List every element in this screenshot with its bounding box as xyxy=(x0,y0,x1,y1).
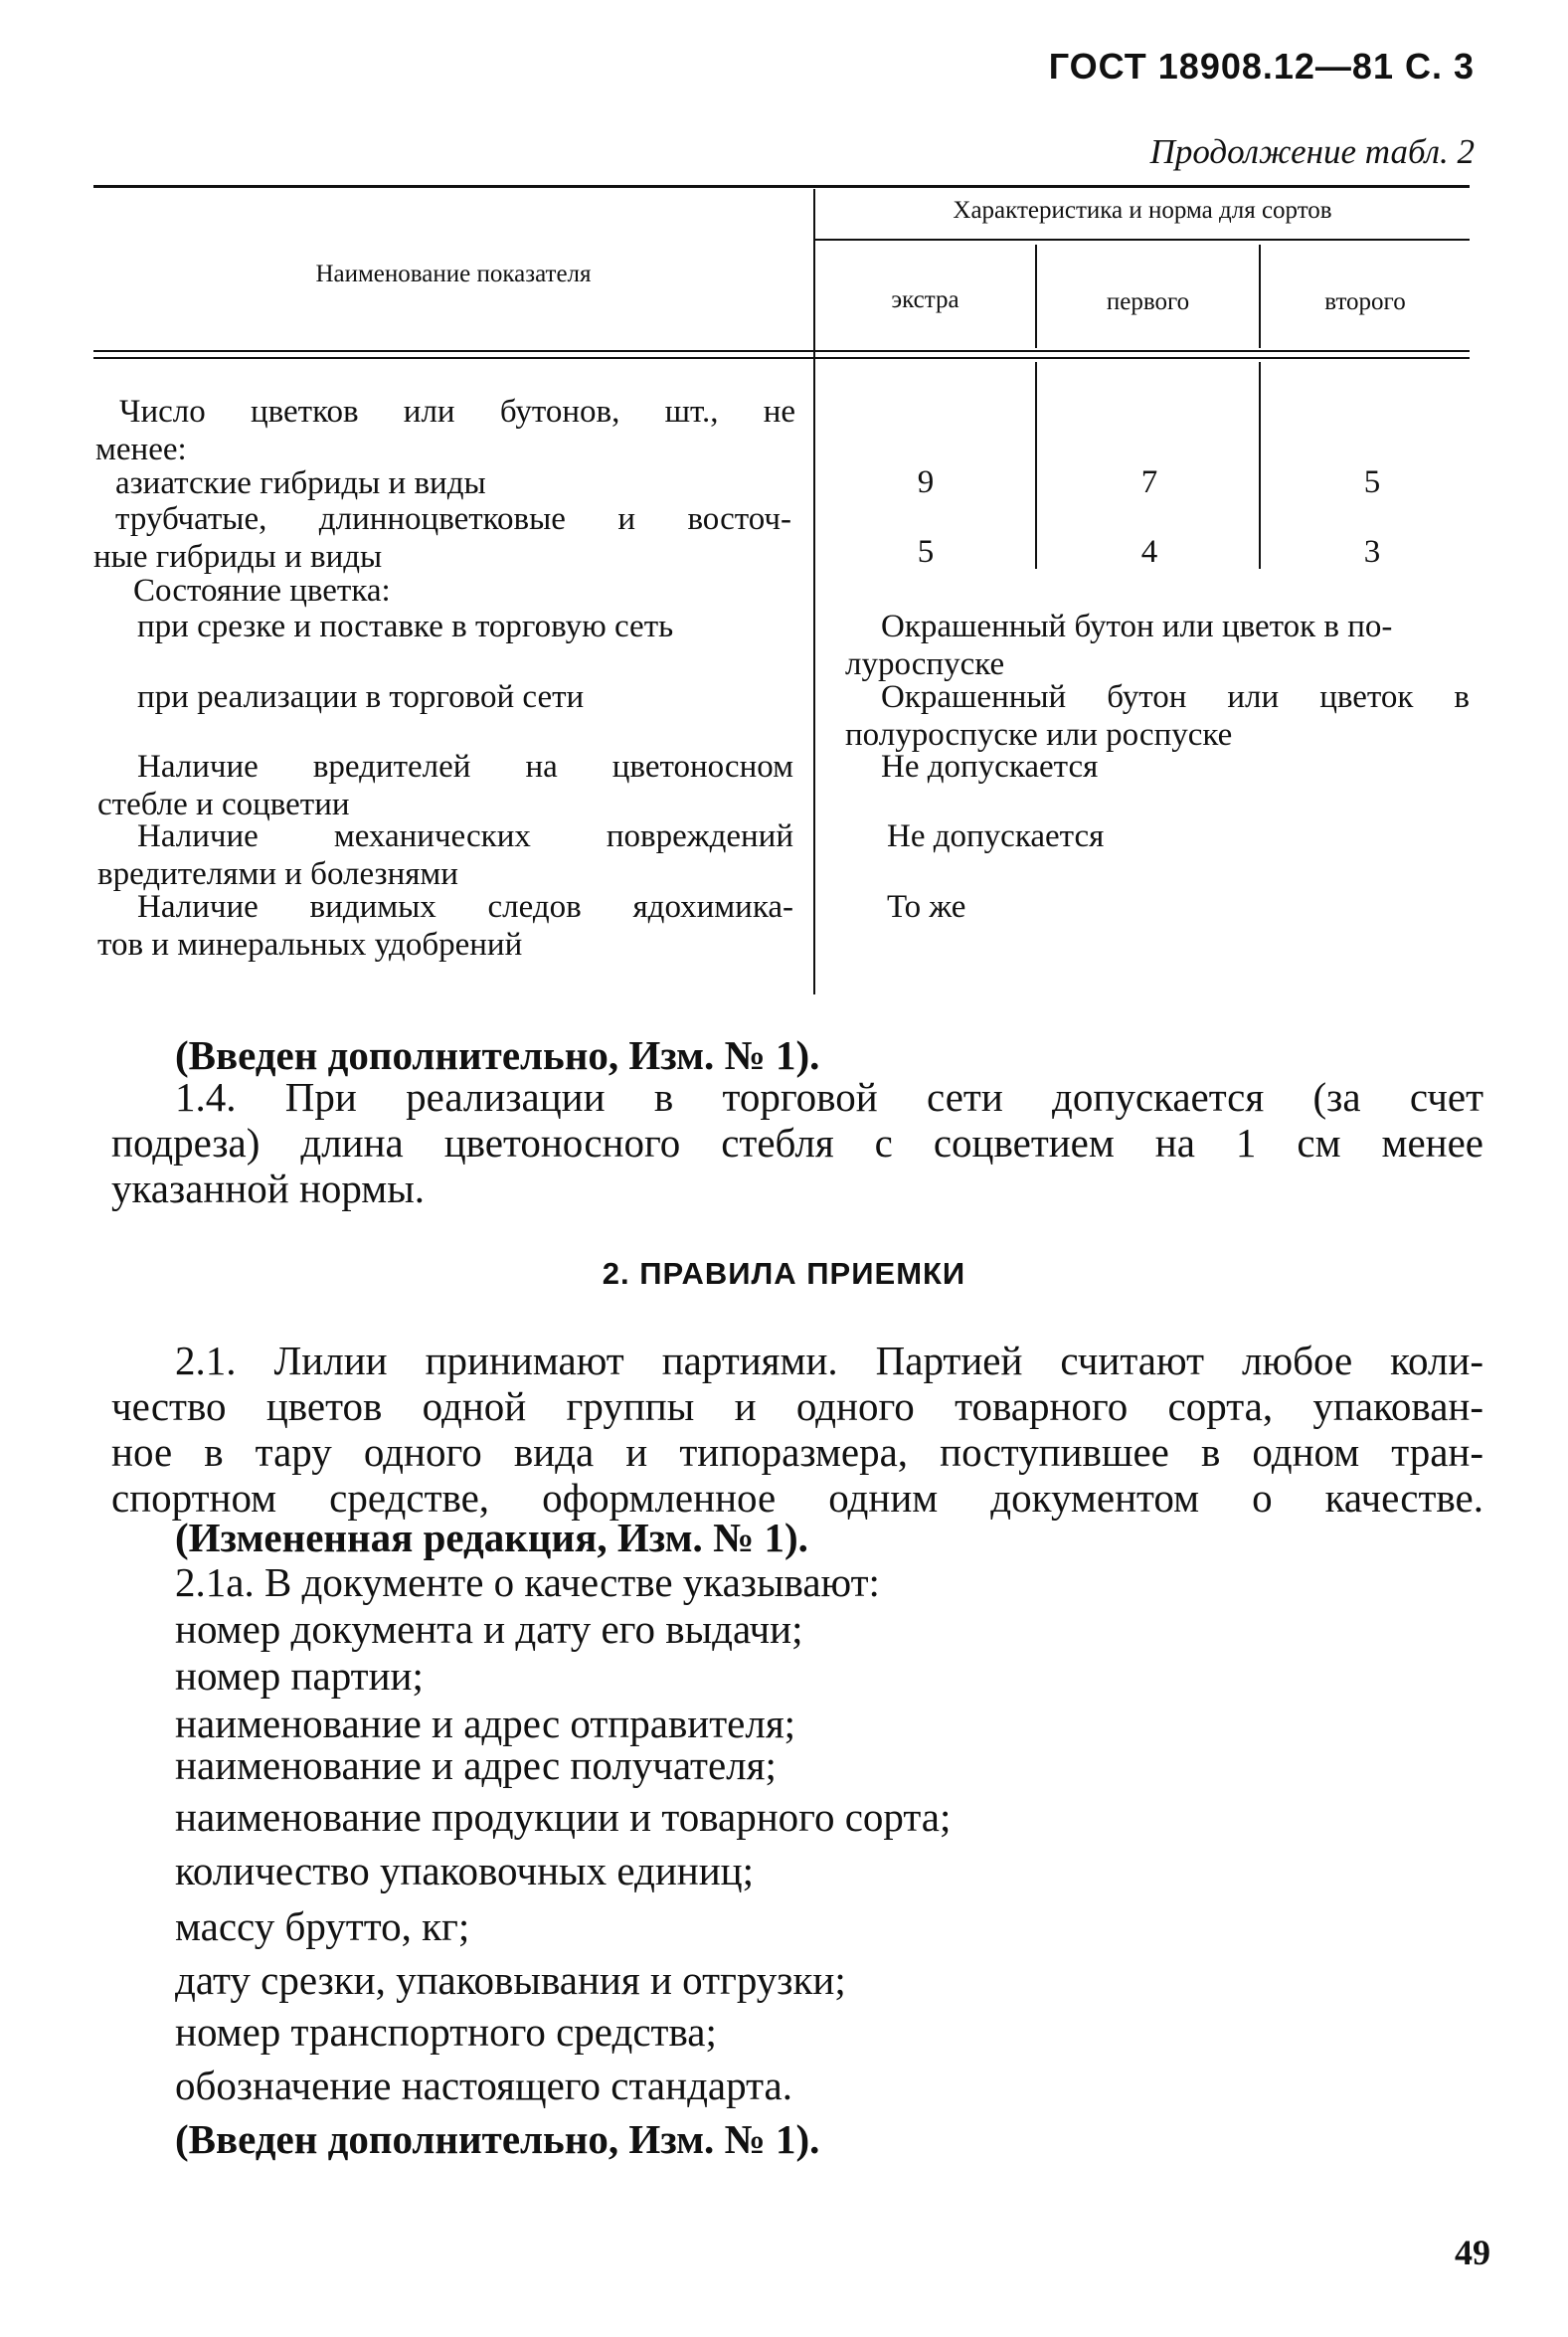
row-label-mechanical-damage: Наличие механических повреждений вредителями и болезнями xyxy=(97,818,793,892)
table-continuation-note: Продолжение табл. 2 xyxy=(1149,132,1475,171)
row-label-flower-count: Число цветков или бутонов, шт., не менее: xyxy=(95,394,795,467)
value-cut-delivery: Окрашенный бутон или цветок в по- луроспуске xyxy=(845,609,1393,682)
column-header-first: первого xyxy=(1106,288,1190,315)
list-item: номер партии; xyxy=(175,1653,424,1699)
note-introduced-2: (Введен дополнительно, Изм. № 1). xyxy=(175,2116,820,2162)
list-item: обозначение настоящего стандарта. xyxy=(175,2063,792,2108)
column-header-second: второго xyxy=(1324,288,1406,315)
row-label-flower-state: Состояние цветка: xyxy=(133,573,391,609)
list-item: массу брутто, кг; xyxy=(175,1903,470,1949)
row-label-retail: при реализации в торговой сети xyxy=(137,679,585,715)
value-trumpet-extra: 5 xyxy=(917,534,935,570)
table-header-rule-2 xyxy=(93,357,1470,359)
list-item: наименование и адрес получателя; xyxy=(175,1742,777,1788)
value-trumpet-first: 4 xyxy=(1140,534,1158,570)
value-asiatic-second: 5 xyxy=(1363,464,1381,500)
table-divider-first-body xyxy=(1259,362,1261,569)
list-item: номер транспортного средства; xyxy=(175,2009,717,2055)
list-item: количество упаковочных единиц; xyxy=(175,1848,755,1893)
row-label-cut-delivery: при срезке и поставке в торговую сеть xyxy=(137,609,674,644)
row-label-pests: Наличие вредителей на цветоносном стебле и соцветии xyxy=(97,749,793,822)
row-label-chemical-traces: Наличие видимых следов ядохимика- тов и минеральных удобрений xyxy=(97,889,793,963)
table-divider-extra-body xyxy=(1035,362,1037,569)
page-number: 49 xyxy=(1455,2233,1490,2272)
column-header-group: Характеристика и норма для сортов xyxy=(953,197,1332,224)
value-asiatic-extra: 9 xyxy=(917,464,935,500)
note-changed: (Измененная редакция, Изм. № 1). xyxy=(175,1515,808,1560)
list-item: номер документа и дату его выдачи; xyxy=(175,1606,803,1652)
paragraph-2-1a: 2.1а. В документе о качестве указывают: xyxy=(175,1559,880,1605)
note-introduced-1: (Введен дополнительно, Изм. № 1). xyxy=(175,1032,820,1078)
table-group-rule xyxy=(815,239,1470,241)
list-item: наименование и адрес отправителя; xyxy=(175,1701,796,1746)
row-label-trumpet: трубчатые, длинноцветковые и восточ- ные гибриды и виды xyxy=(93,501,791,575)
value-trumpet-second: 3 xyxy=(1363,534,1381,570)
paragraph-1-4: 1.4. При реализации в торговой сети допускается (за счет подреза) длина цветоносного стебля с соцветием на 1 см менее указанной нормы. xyxy=(111,1074,1483,1211)
value-pests: Не допускается xyxy=(881,749,1099,785)
column-header-indicator: Наименование показателя xyxy=(315,261,592,287)
value-chemical-traces: То же xyxy=(887,889,966,925)
column-header-extra: экстра xyxy=(891,286,959,313)
table-top-rule xyxy=(93,185,1470,188)
row-label-asiatic: азиатские гибриды и виды xyxy=(115,465,486,501)
document-reference: ГОСТ 18908.12—81 С. 3 xyxy=(1048,46,1475,87)
table-header-rule-1 xyxy=(93,350,1470,352)
value-retail: Окрашенный бутон или цветок в полуроспуске или роспуске xyxy=(845,679,1470,753)
list-item: наименование продукции и товарного сорта; xyxy=(175,1794,952,1840)
value-asiatic-first: 7 xyxy=(1140,464,1158,500)
value-mechanical-damage: Не допускается xyxy=(887,818,1105,854)
section-heading: 2. ПРАВИЛА ПРИЕМКИ xyxy=(602,1256,966,1291)
list-item: дату срезки, упаковывания и отгрузки; xyxy=(175,1957,846,2003)
paragraph-2-1: 2.1. Лилии принимают партиями. Партией считают любое коли- чество цветов одной группы и одного товарного сорта, упакован- ное в тару одного вида и типоразмера, поступившее в одном тран- спортном средстве, оформленное одним документом о качестве. xyxy=(111,1338,1483,1521)
